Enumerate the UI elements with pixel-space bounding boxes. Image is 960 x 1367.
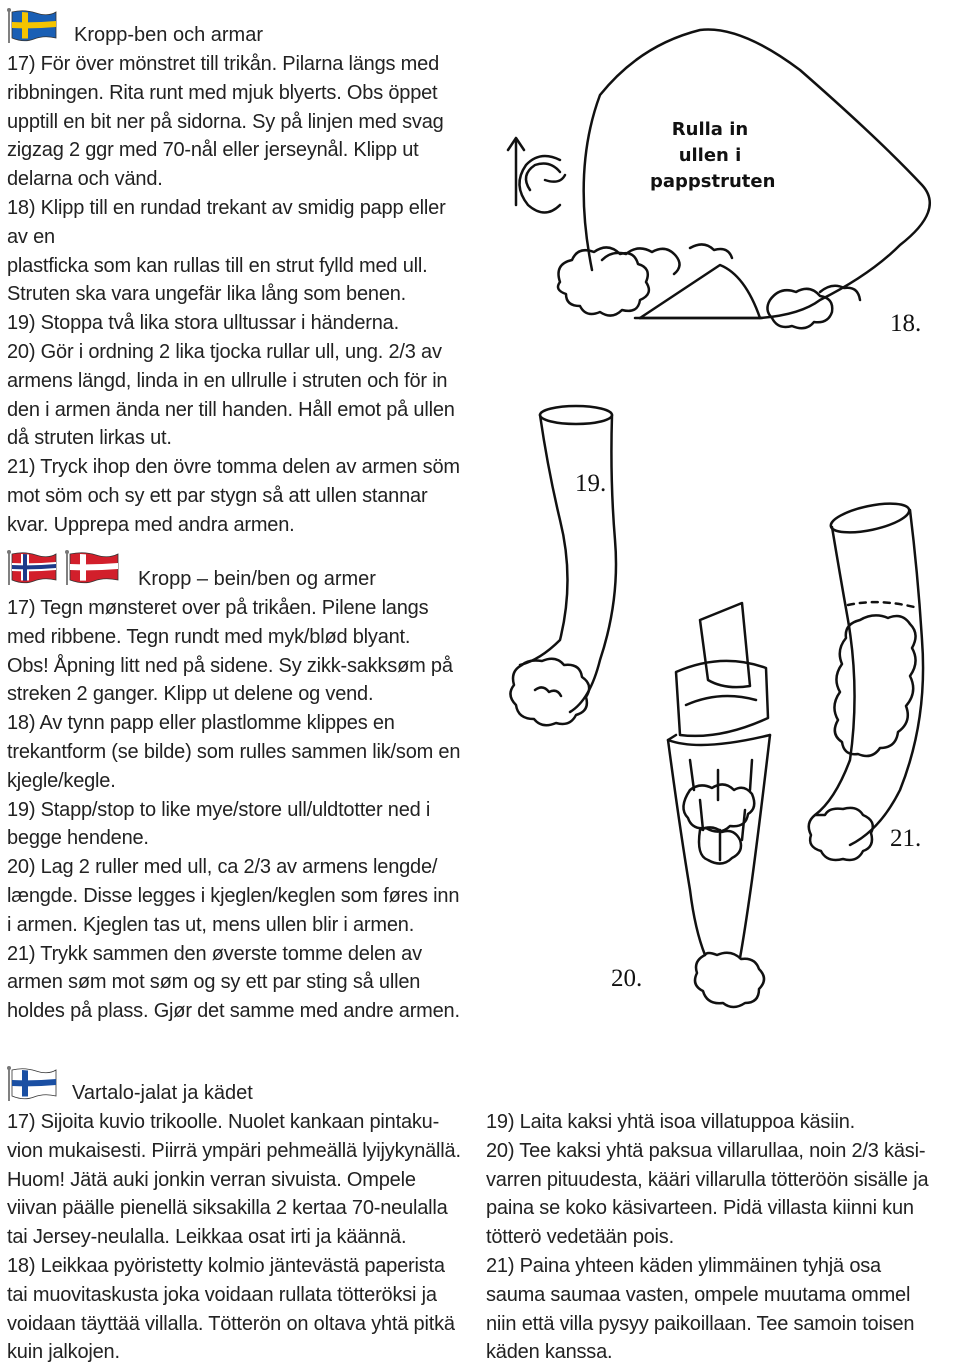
finnish-line: 17) Sijoita kuvio trikoolle. Nuolet kankaan pintaku- xyxy=(7,1111,440,1133)
arm-hand-illustration xyxy=(510,406,616,725)
nodk-line: med ribbene. Tegn rundt med myk/blød blyant. xyxy=(7,625,411,648)
swedish-line: den i armen ända ner till handen. Håll emot på ullen xyxy=(7,398,455,421)
nodk-line: i armen. Kjeglen tas ut, mens ullen blir i armen. xyxy=(7,913,415,936)
swedish-line: ribbningen. Rita runt med mjuk blyerts. Obs öppet xyxy=(7,81,438,104)
finnish-line: 19) Laita kaksi yhtä isoa villatuppoa käsiin. xyxy=(486,1111,855,1133)
swedish-line: då struten lirkas ut. xyxy=(7,427,172,450)
swedish-line: 18) Klipp till en rundad trekant av smidig papp eller xyxy=(7,196,446,219)
nodk-line: 19) Stapp/stop to like mye/store ull/uldtotter ned i xyxy=(7,798,431,821)
nodk-line: holdes på plass. Gjør det samme med andre armen. xyxy=(7,1000,460,1023)
figure-19-label: 19. xyxy=(575,470,607,497)
swedish-line: upptill en bit ner på sidorna. Sy på linjen med svag xyxy=(7,110,444,133)
figure-18-label: 18. xyxy=(890,310,922,337)
swedish-line: kvar. Upprepa med andra armen. xyxy=(7,513,295,536)
swedish-line: mot söm och sy ett par stygn så att ullen stannar xyxy=(7,484,428,507)
arm-with-cone-illustration xyxy=(668,603,770,1007)
swedish-line: delarna och vänd. xyxy=(7,168,163,191)
finnish-line: Huom! Jätä auki jonkin verran sivuista. Ompele xyxy=(7,1168,416,1191)
finnish-line: niin että villa pysyy paikoillaan. Tee samoin toisen xyxy=(486,1312,915,1335)
swedish-line: zigzag 2 ggr med 70-nål eller jerseynål. Klipp ut xyxy=(7,139,419,162)
finnish-line: tai muovitaskusta joka voidaan rullata tötteröksi ja xyxy=(7,1283,437,1306)
swedish-line: Struten ska vara ungefär lika lång som benen. xyxy=(7,283,407,306)
nodk-line: armen søm mot søm og sy ett par sting så ullen xyxy=(7,971,421,994)
finnish-line: tai Jersey-neulalla. Leikkaa osat irti ja käännä. xyxy=(7,1226,407,1249)
arm-filled-illustration xyxy=(809,498,923,860)
finnish-line: paina se koko käsivarteen. Pidä villasta kiinni kun xyxy=(486,1197,914,1220)
finnish-line: voidaan täyttää villalla. Tötterön on oltava yhtä pitkä xyxy=(7,1312,455,1335)
swedish-line: armens längd, linda in en ullrulle i struten och för in xyxy=(7,369,448,392)
swedish-heading: Kropp-ben och armar xyxy=(74,24,263,46)
swedish-line: plastficka som kan rullas till en strut fylld med ull. xyxy=(7,254,428,277)
nodk-line: 17) Tegn mønsteret over på trikåen. Pilene langs xyxy=(7,597,429,619)
figure-20-label: 20. xyxy=(611,965,643,992)
swedish-line: av en xyxy=(7,225,55,248)
norwegian-danish-heading: Kropp – bein/ben og armer xyxy=(138,568,376,590)
callout-line: Rulla in xyxy=(671,119,749,140)
nodk-line: trekantform (se bilde) som rulles sammen lik/som en xyxy=(7,740,461,763)
finnish-line: tötterö vedetään pois. xyxy=(486,1226,674,1249)
finnish-line: sauma saumaa vasten, ompele muutama ommel xyxy=(486,1283,911,1306)
nodk-line: streken 2 ganger. Klipp ut delene og vend. xyxy=(7,683,374,706)
nodk-line: kjegle/kegle. xyxy=(7,769,116,792)
nodk-line: begge hendene. xyxy=(7,827,149,850)
finnish-line: 18) Leikkaa pyöristetty kolmio jäntevästä paperista xyxy=(7,1254,445,1277)
swedish-line: 17) För över mönstret till trikån. Pilarna längs med xyxy=(7,53,439,75)
nodk-line: 20) Lag 2 ruller med ull, ca 2/3 av armens lengde/ xyxy=(7,856,438,879)
figure-21-label: 21. xyxy=(890,825,922,852)
finnish-line: viivan päälle pienellä siksakilla 2 kertaa 70-neulalla xyxy=(7,1197,448,1220)
nodk-line: Obs! Åpning litt ned på sidene. Sy zikk-sakksøm på xyxy=(7,654,453,677)
nodk-line: 18) Av tynn papp eller plastlomme klippes en xyxy=(7,712,395,735)
finnish-line: vion mukaisesti. Piirrä ympäri pehmeällä lyijykynällä. xyxy=(7,1139,461,1162)
finnish-line: 21) Paina yhteen käden ylimmäinen tyhjä osa xyxy=(486,1254,881,1277)
finnish-line: 20) Tee kaksi yhtä paksua villarullaa, noin 2/3 käsi- xyxy=(486,1139,926,1162)
nodk-line: 21) Trykk sammen den øverste tomme delen av xyxy=(7,942,422,965)
finnish-heading: Vartalo-jalat ja kädet xyxy=(72,1082,253,1104)
finnish-line: käden kanssa. xyxy=(486,1341,613,1364)
finnish-line: kuin jalkojen. xyxy=(7,1341,120,1364)
swedish-line: 20) Gör i ordning 2 lika tjocka rullar ull, ung. 2/3 av xyxy=(7,340,442,363)
callout-line: pappstruten xyxy=(650,171,776,192)
figure-18-callout xyxy=(650,117,776,195)
finnish-line: varren pituudesta, kääri villarulla tötteröön sisälle ja xyxy=(486,1168,929,1191)
callout-line: ullen i xyxy=(678,145,742,166)
swedish-line: 21) Tryck ihop den övre tomma delen av armen söm xyxy=(7,456,460,479)
swedish-line: 19) Stoppa två lika stora ulltussar i händerna. xyxy=(7,312,399,335)
nodk-line: længde. Disse legges i kjeglen/keglen som føres inn xyxy=(7,884,460,907)
